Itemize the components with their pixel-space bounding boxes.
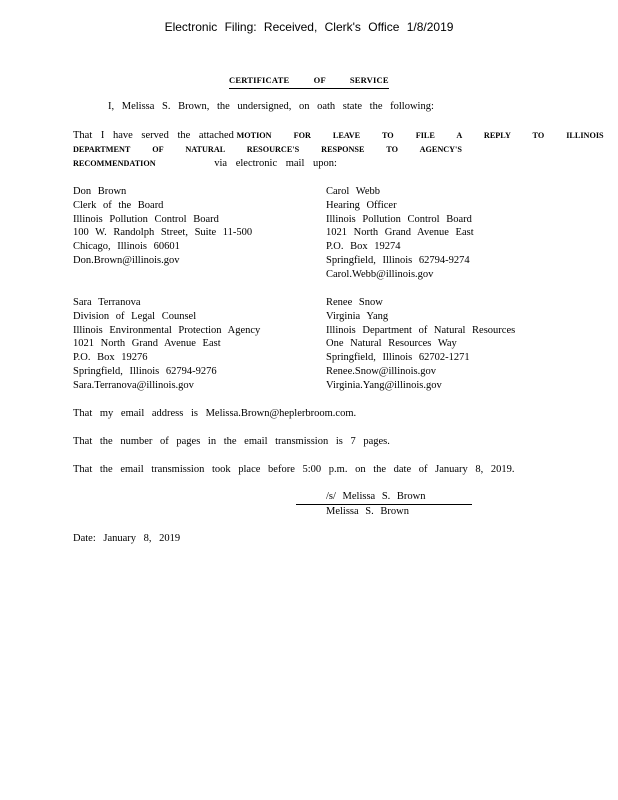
recipient-line: Illinois Pollution Control Board <box>326 213 472 225</box>
recipient-line: Springfield, Illinois 62794-9274 <box>326 254 470 266</box>
recipient-line: Renee Snow <box>326 297 383 308</box>
signature-block <box>296 490 472 519</box>
recipient-line: Virginia Yang <box>326 310 389 322</box>
service-suffix: via electronic mail upon: <box>214 157 337 169</box>
pages-statement: That the number of pages in the email transmission is 7 pages. <box>73 436 390 447</box>
recipient-line: P.O. Box 19276 <box>73 352 148 364</box>
time-statement: That the email transmission took place before 5:00 p.m. on the date of January 8, 2019. <box>73 464 515 475</box>
recipient-email: Don.Brown@illinois.gov <box>73 254 180 266</box>
filing-stamp: Electronic Filing: Received, Clerk's Office 1/8/2019 <box>164 20 454 34</box>
recipient-line: One Natural Resources Way <box>326 338 457 350</box>
recipient-block-sara-terranova <box>73 296 260 393</box>
recipient-line: Sara Terranova <box>73 297 141 308</box>
recipient-line: Illinois Pollution Control Board <box>73 213 219 225</box>
recipient-line: Clerk of the Board <box>73 199 164 211</box>
recipient-block-idnr <box>326 296 515 393</box>
recipient-line: Springfield, Illinois 62702-1271 <box>326 352 470 364</box>
recipient-email: Virginia.Yang@illinois.gov <box>326 379 442 391</box>
service-statement <box>73 129 604 170</box>
recipient-email: Sara.Terranova@illinois.gov <box>73 379 194 391</box>
recipient-line: 1021 North Grand Avenue East <box>326 227 474 239</box>
recipient-line: Springfield, Illinois 62794-9276 <box>73 365 217 377</box>
recipient-line: 100 W. Randolph Street, Suite 11-500 <box>73 227 253 239</box>
recipient-line: Division of Legal Counsel <box>73 310 197 322</box>
signature-line: /s/ Melissa S. Brown <box>296 490 472 505</box>
intro-statement: I, Melissa S. Brown, the undersigned, on oath state the following: <box>108 101 434 112</box>
document-title-line1: MOTION FOR LEAVE TO FILE A REPLY TO ILLINOIS <box>236 131 604 140</box>
recipient-line: Hearing Officer <box>326 199 397 211</box>
signer-name: Melissa S. Brown <box>326 505 409 517</box>
recipient-block-don-brown <box>73 185 252 268</box>
certificate-title: CERTIFICATE OF SERVICE <box>229 74 389 89</box>
recipient-line: Illinois Environmental Protection Agency <box>73 324 261 336</box>
recipient-line: Carol Webb <box>326 186 380 197</box>
email-statement: That my email address is Melissa.Brown@heplerbroom.com. <box>73 408 357 419</box>
service-prefix: That I have served the attached <box>73 130 234 141</box>
recipient-line: P.O. Box 19274 <box>326 241 401 253</box>
document-date: Date: January 8, 2019 <box>73 533 181 544</box>
recipient-line: Chicago, Illinois 60601 <box>73 241 180 253</box>
recipient-line: 1021 North Grand Avenue East <box>73 338 221 350</box>
recipient-email: Renee.Snow@illinois.gov <box>326 365 436 377</box>
recipient-line: Don Brown <box>73 186 127 197</box>
recipient-line: Illinois Department of Natural Resources <box>326 324 516 336</box>
document-title-line3: RECOMMENDATION <box>73 158 156 168</box>
document-title-line2: DEPARTMENT OF NATURAL RESOURCE'S RESPONSE TO AGENCY'S <box>73 144 462 154</box>
recipient-email: Carol.Webb@illinois.gov <box>326 268 434 280</box>
recipient-block-carol-webb <box>326 185 474 282</box>
